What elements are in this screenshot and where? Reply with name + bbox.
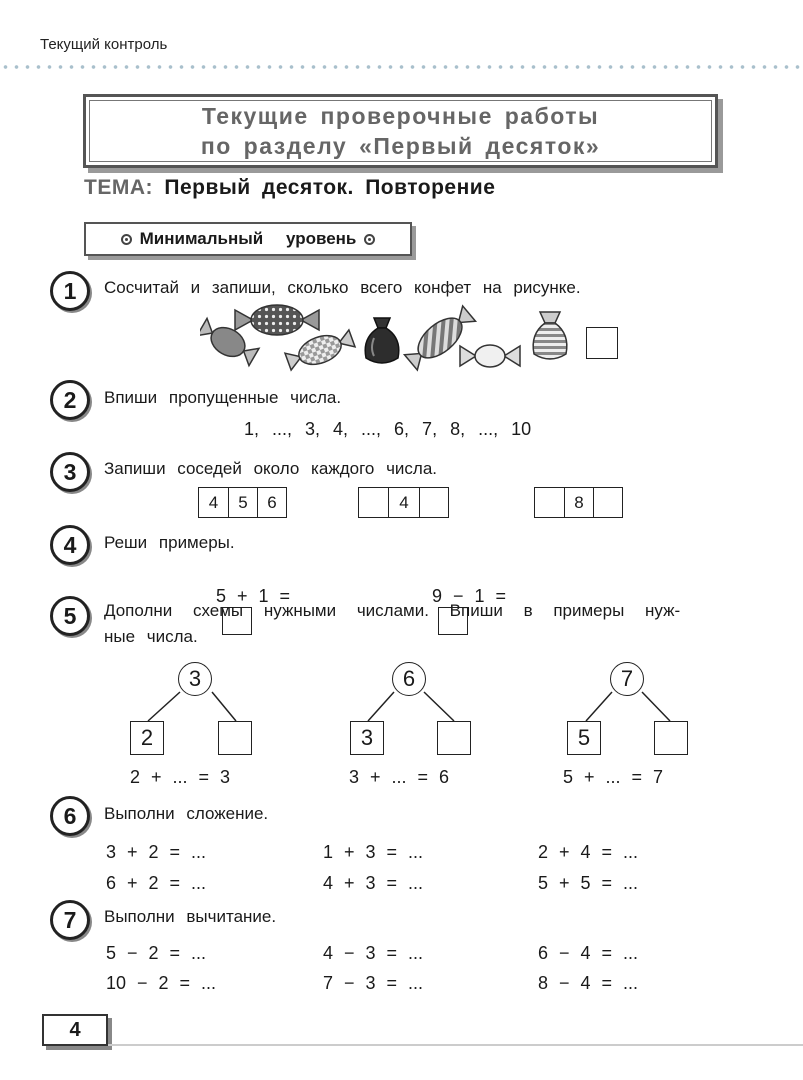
task-number: 2 xyxy=(50,380,90,420)
neighbor-cell: 8 xyxy=(564,488,593,517)
exercise: 7 − 3 = ... xyxy=(323,973,424,993)
scheme-top-number: 6 xyxy=(392,662,426,696)
scheme-equation: 2 + ... = 3 xyxy=(130,767,231,787)
scheme-right-box[interactable] xyxy=(654,721,688,755)
task-number: 7 xyxy=(50,900,90,940)
title-line-2: по разделу «Первый десяток» xyxy=(200,133,601,159)
task-text: Выполни вычитание. xyxy=(104,907,277,926)
scheme-left-box: 5 xyxy=(567,721,601,755)
exercise: 5 + 5 = ... xyxy=(538,873,639,893)
example: 5 + 1 = xyxy=(216,586,291,606)
task-text: Реши примеры. xyxy=(104,533,235,552)
task-number: 1 xyxy=(50,271,90,311)
neighbor-cell: 4 xyxy=(208,492,219,512)
bottom-rule xyxy=(108,1044,803,1046)
neighbor-cell: 5 xyxy=(228,488,257,517)
task-text-cont: ные числа. xyxy=(104,627,198,646)
scheme-left-box: 2 xyxy=(130,721,164,755)
scheme-left-box: 3 xyxy=(350,721,384,755)
scheme-equation: 3 + ... = 6 xyxy=(349,767,450,787)
task-text: Выполни сложение. xyxy=(104,804,269,823)
exercise: 3 + 2 = ... xyxy=(106,842,207,862)
exercise: 6 + 2 = ... xyxy=(106,873,207,893)
task-number: 6 xyxy=(50,796,90,836)
task-text: Запиши соседей около каждого числа. xyxy=(104,459,438,478)
exercise: 2 + 4 = ... xyxy=(538,842,639,862)
task-number: 4 xyxy=(50,525,90,565)
exercise: 10 − 2 = ... xyxy=(106,973,217,993)
level-label: Минимальный уровень xyxy=(139,229,357,248)
scheme-right-box[interactable] xyxy=(218,721,252,755)
page-number: 4 xyxy=(42,1014,108,1046)
task-text: Сосчитай и запиши, сколько всего конфет на рисунке. xyxy=(104,278,581,297)
exercise: 1 + 3 = ... xyxy=(323,842,424,862)
neighbor-cell: 4 xyxy=(388,488,419,517)
example: 9 − 1 = xyxy=(432,586,507,606)
exercise: 5 − 2 = ... xyxy=(106,943,207,963)
exercise: 4 + 3 = ... xyxy=(323,873,424,893)
topic-label: ТЕМА: xyxy=(84,176,153,199)
scheme-top-number: 7 xyxy=(610,662,644,696)
exercise: 4 − 3 = ... xyxy=(323,943,424,963)
task-number: 5 xyxy=(50,596,90,636)
scheme-equation: 5 + ... = 7 xyxy=(563,767,664,787)
task-text: Дополни схемы нужными числами. Впиши в примеры нуж- xyxy=(104,601,681,620)
number-sequence: 1, ..., 3, 4, ..., 6, 7, 8, ..., 10 xyxy=(244,419,532,439)
task-number: 3 xyxy=(50,452,90,492)
scheme-top-number: 3 xyxy=(178,662,212,696)
running-header: Текущий контроль xyxy=(40,36,168,53)
topic-value: Первый десяток. Повторение xyxy=(164,176,496,199)
exercise: 8 − 4 = ... xyxy=(538,973,639,993)
scheme-right-box[interactable] xyxy=(437,721,471,755)
title-line-1: Текущие проверочные работы xyxy=(201,103,600,129)
neighbor-cell: 6 xyxy=(257,488,286,517)
task-text: Впиши пропущенные числа. xyxy=(104,388,342,407)
exercise: 6 − 4 = ... xyxy=(538,943,639,963)
